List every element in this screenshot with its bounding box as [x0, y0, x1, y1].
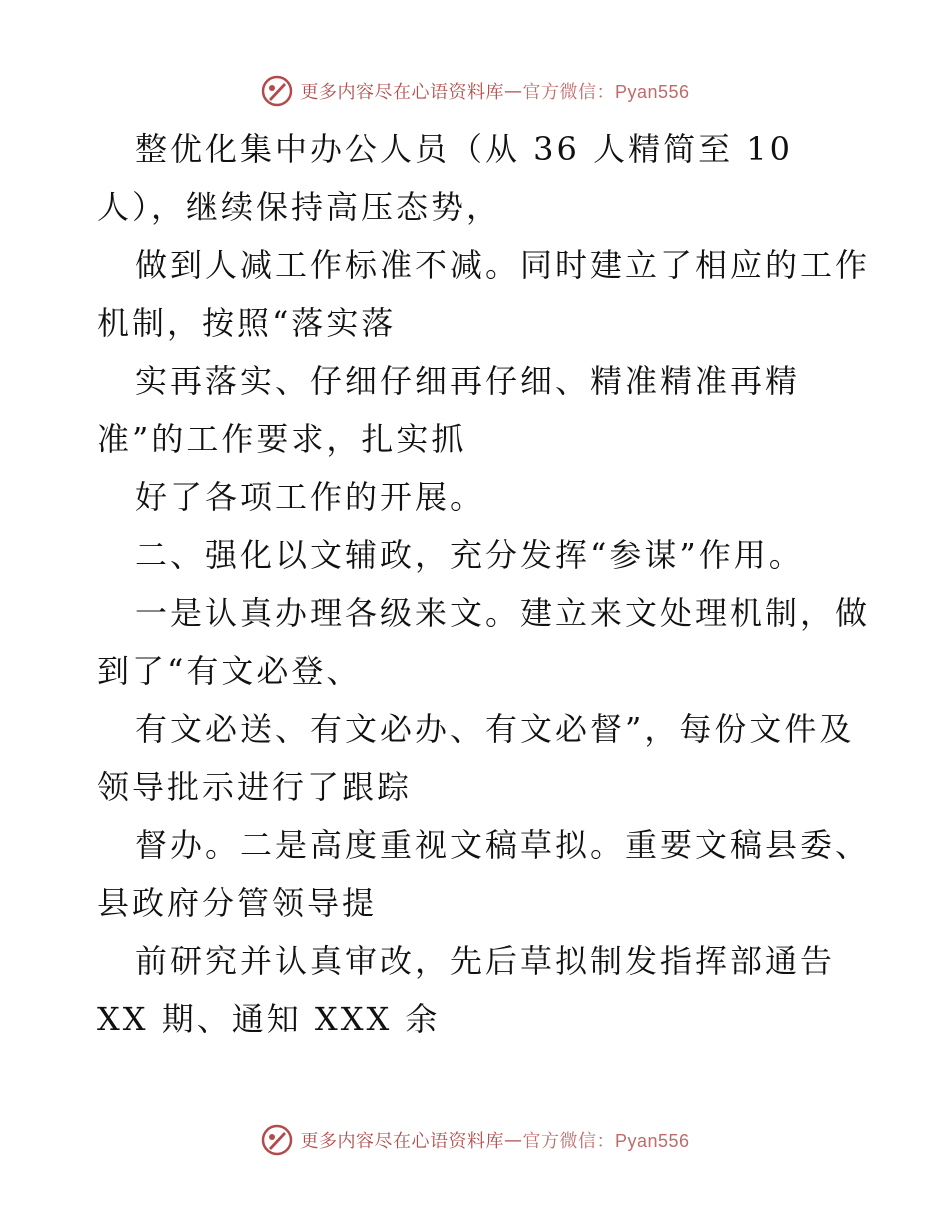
- watermark-contact: 官方微信：Pyan556: [522, 82, 690, 102]
- text-line: 实再落实、仔细仔细再仔细、精准精准再精: [135, 362, 801, 400]
- text-line: 人），继续保持高压态势，: [97, 188, 502, 226]
- text-line: 领导批示进行了跟踪: [97, 768, 413, 806]
- text-line: 整优化集中办公人员（从 36 人精简至 10: [135, 130, 793, 168]
- text-line: 准”的工作要求，扎实抓: [97, 420, 467, 458]
- watermark-separator: —: [503, 1129, 523, 1151]
- text-line: 机制，按照“落实落: [97, 304, 397, 342]
- text-line: 好了各项工作的开展。: [135, 478, 486, 516]
- header-watermark: [0, 71, 950, 111]
- quill-logo-icon: [260, 1123, 294, 1157]
- watermark-separator: —: [503, 80, 523, 102]
- quill-logo-icon: [260, 74, 294, 108]
- text-line: 二、强化以文辅政，充分发挥“参谋”作用。: [135, 536, 804, 574]
- text-line: 有文必送、有文必办、有文必督”，每份文件及: [135, 710, 855, 748]
- watermark-main-text: 更多内容尽在心语资料库: [300, 82, 504, 103]
- text-line: 一是认真办理各级来文。建立来文处理机制，做: [135, 594, 871, 632]
- text-line: 前研究并认真审改，先后草拟制发指挥部通告: [135, 942, 836, 980]
- watermark-contact: 官方微信：Pyan556: [522, 1131, 690, 1151]
- text-line: 做到人减工作标准不减。同时建立了相应的工作: [135, 246, 871, 284]
- text-line: 县政府分管领导提: [97, 884, 378, 922]
- footer-watermark: [0, 1120, 950, 1160]
- text-line: 督办。二是高度重视文稿草拟。重要文稿县委、: [135, 826, 871, 864]
- text-line: XX 期、通知 XXX 余: [97, 1000, 441, 1038]
- watermark-main-text: 更多内容尽在心语资料库: [300, 1131, 504, 1152]
- text-line: 到了“有文必登、: [97, 652, 362, 690]
